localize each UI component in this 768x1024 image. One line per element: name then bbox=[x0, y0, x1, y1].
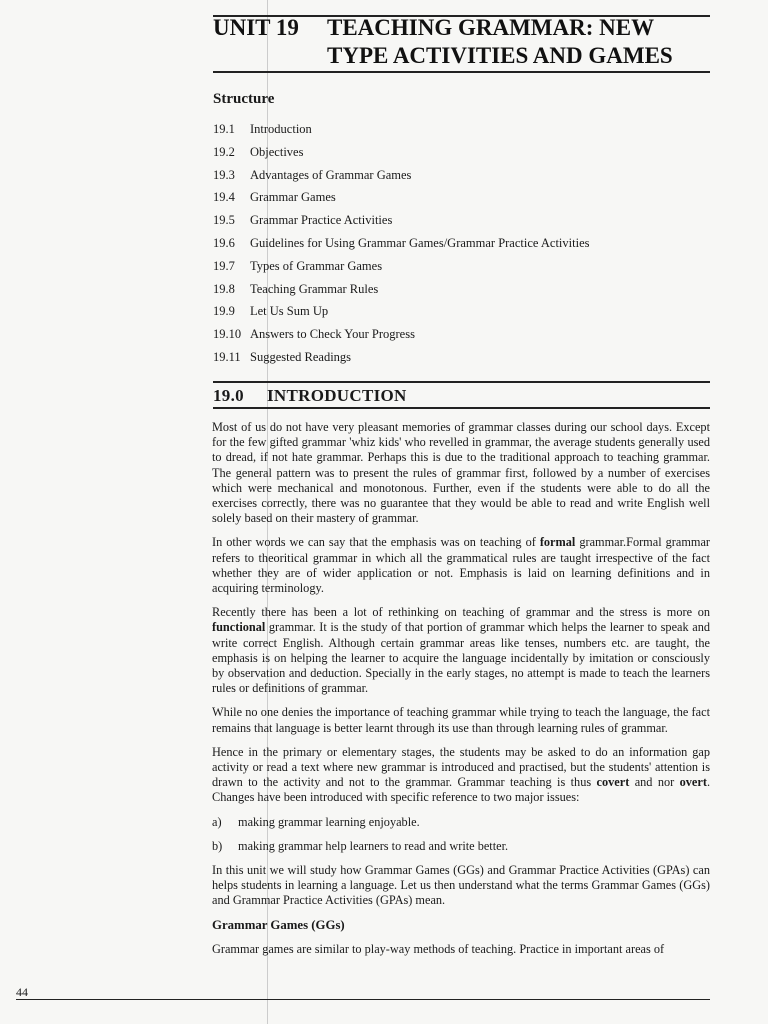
structure-item-title: Advantages of Grammar Games bbox=[250, 167, 412, 182]
list-item bbox=[212, 839, 710, 854]
structure-item-title: Suggested Readings bbox=[250, 349, 352, 364]
structure-item bbox=[213, 186, 713, 209]
section-bottom-rule bbox=[213, 407, 710, 409]
structure-item-title: Let Us Sum Up bbox=[250, 304, 329, 319]
structure-item bbox=[213, 323, 713, 346]
structure-item bbox=[213, 164, 713, 187]
paragraph: In this unit we will study how Grammar Games (GGs) and Grammar Practice Activities (GPAs) can helps students in learning a language. Let us then understand what the terms Grammar Games (GGs) and Grammar Practice Activities (GPAs) mean. bbox=[212, 863, 710, 908]
list-text: making grammar learning enjoyable. bbox=[238, 814, 420, 829]
structure-item-number: 19.8 bbox=[213, 281, 235, 296]
unit-title: TEACHING GRAMMAR: NEW TYPE ACTIVITIES AND GAMES bbox=[327, 15, 673, 68]
list-label: a) bbox=[212, 814, 222, 829]
text-run: grammar.Formal grammar refers to theoritical grammar in which all the grammatical rules are taught irrespective of the fact whether they are of wider application or not. Emphasis is laid on learning definitions and in acquiring terminology. bbox=[212, 535, 710, 596]
structure-item-title: Answers to Check Your Progress bbox=[250, 327, 415, 342]
structure-heading: Structure bbox=[213, 91, 275, 107]
structure-item-number: 19.7 bbox=[213, 258, 235, 273]
unit-number: UNIT 19 bbox=[213, 15, 299, 40]
structure-item-title: Guidelines for Using Grammar Games/Grammar Practice Activities bbox=[250, 235, 590, 250]
text-run: In other words we can say that the emphasis was on teaching of bbox=[212, 535, 540, 550]
structure-item-number: 19.2 bbox=[213, 144, 235, 159]
text-run: Recently there has been a lot of rethinking on teaching of grammar and the stress is more on bbox=[212, 605, 710, 620]
list-item bbox=[212, 815, 710, 830]
structure-item-number: 19.10 bbox=[213, 327, 242, 342]
bold-term: overt bbox=[679, 775, 707, 790]
structure-item bbox=[213, 346, 713, 369]
header-bottom-rule bbox=[213, 71, 710, 73]
structure-item bbox=[213, 300, 713, 323]
structure-item-number: 19.1 bbox=[213, 122, 235, 136]
body-text bbox=[212, 420, 710, 966]
structure-item-title: Grammar Games bbox=[250, 190, 336, 205]
bold-term: functional bbox=[212, 620, 266, 635]
bold-term: formal bbox=[539, 535, 576, 550]
text-run: and nor bbox=[629, 775, 680, 790]
text-run: . Changes have been introduced with specific reference to two major issues: bbox=[212, 775, 711, 805]
structure-item-number: 19.6 bbox=[213, 235, 235, 250]
structure-item bbox=[213, 232, 713, 255]
structure-item-number: 19.9 bbox=[213, 304, 235, 319]
bold-term: covert bbox=[596, 775, 630, 790]
structure-item-number: 19.4 bbox=[213, 190, 235, 205]
structure-item bbox=[213, 118, 713, 141]
paragraph bbox=[212, 605, 710, 696]
structure-item bbox=[213, 255, 713, 278]
paragraph: Grammar games are similar to play-way methods of teaching. Practice in important areas of bbox=[212, 941, 665, 956]
structure-item-number: 19.11 bbox=[213, 349, 241, 364]
paragraph: While no one denies the importance of teaching grammar while trying to teach the language, the fact remains that language is better learnt through its use than through learning rules of grammar. bbox=[212, 705, 710, 735]
structure-item-number: 19.5 bbox=[213, 213, 235, 228]
structure-item-title: Teaching Grammar Rules bbox=[250, 281, 379, 296]
list-text: making grammar help learners to read and write better. bbox=[238, 838, 509, 853]
paragraph bbox=[212, 535, 710, 596]
section-number: 19.0 bbox=[213, 386, 244, 405]
list-label: b) bbox=[212, 838, 223, 853]
structure-item bbox=[213, 278, 713, 301]
structure-item-title: Introduction bbox=[250, 122, 312, 136]
section-heading bbox=[213, 386, 407, 406]
text-run: Hence in the primary or elementary stages, the students may be asked to do an information gap activity or read a text where new grammar is introduced and practised, but the students' attention is drawn to the activity and not to the grammar. Grammar teaching is thus bbox=[212, 744, 710, 790]
structure-item-title: Types of Grammar Games bbox=[250, 258, 383, 273]
structure-list bbox=[213, 118, 713, 369]
paragraph bbox=[212, 745, 710, 806]
section-title: INTRODUCTION bbox=[267, 386, 407, 405]
structure-item bbox=[213, 209, 713, 232]
footer-rule bbox=[16, 999, 710, 1000]
structure-item-title: Grammar Practice Activities bbox=[250, 213, 393, 228]
subheading: Grammar Games (GGs) bbox=[212, 917, 345, 932]
paragraph: Most of us do not have very pleasant memories of grammar classes during our school days. Except for the few gifted grammar 'whiz kids' who revelled in grammar, the average students generally used to dread, if not hate grammar. Perhaps this is due to the traditional approach to teaching grammar. The general pattern was to present the rules of grammar first, followed by a number of exercises which were mechanical and monotonous. Further, even if the students were able to do all the exercises correctly, there was no guarantee that they would be able to read and write English well solely based on their mastery of grammar. bbox=[212, 420, 710, 526]
section-top-rule bbox=[213, 381, 710, 383]
structure-item bbox=[213, 141, 713, 164]
structure-item-title: Objectives bbox=[250, 144, 304, 159]
text-run: grammar. It is the study of that portion of grammar which helps the learner to speak and write correct English. Although certain grammar areas like tenses, numbers etc. are taught, the emphasis is on helping the learner to acquire the language incidentally by imitation or consciously by observation and deduction. Specially in the early stages, no attempt is made to teach the learners rules or definitions of grammar. bbox=[212, 620, 710, 696]
page-number: 44 bbox=[16, 985, 28, 999]
structure-item-number: 19.3 bbox=[213, 167, 235, 182]
